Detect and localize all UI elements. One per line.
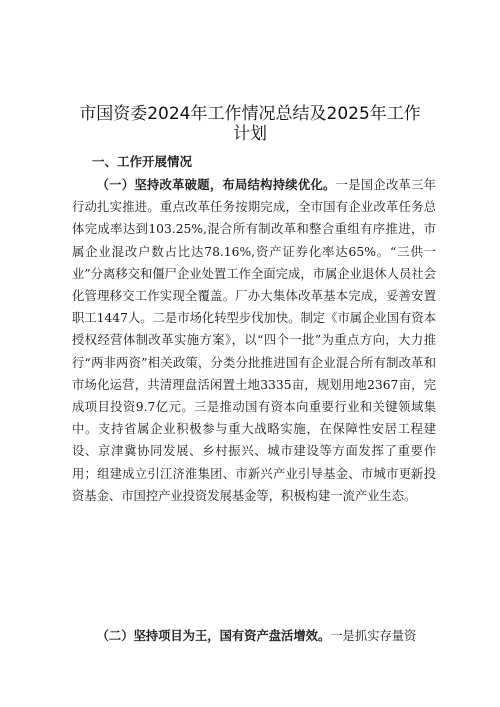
paragraph-body-text: 一是国企改革三年行动扎实推进。重点改革任务按期完成，全市国有企业改革任务总体完成率达到103.25%,混合所有制改革和整合重组有序推进，市属企业混改户数占比达78.16%,资产证券化率达65%。“三供一业”分离移交和僵尸企业处置工作全面完成，市属企业退休人员社会化管理移交工作实现全覆盖。厂办大集体改革基本完成，妥善安置职工1447人。二是市场化转型步伐加快。制定《市属企业国有资本授权经营体制改革实施方案》，以“四个一批”为重点方向，大力推行“两非两资”相关政策，分类分批推进国有企业混合所有制改革和市场化运营，共清理盘活闲置土地3335亩，规划用地2367亩，完成项目投资9.7亿元。三是推动国有资本向重要行业和关键领域集中。支持省属企业积极参与重大战略实施，在保障性安居工程建设、京津冀协同发展、乡村振兴、城市建设等方面发挥了重要作用；组建成立引江济淮集团、市新兴产业引导基金、市城市更新投资基金、市国控产业投资发展基金等，积极构建一流产业生态。: [72, 178, 436, 503]
paragraph-reform: [72, 174, 436, 507]
section-heading: 一、工作开展情况: [92, 154, 193, 169]
paragraph-body-text: 一是抓实存量资: [330, 629, 417, 643]
paragraph-projects: [72, 625, 436, 647]
document-title-line-1: 市国资委2024年工作情况总结及2025年工作: [79, 104, 421, 124]
document-title-line-2: 计划: [233, 124, 267, 144]
paragraph-lead-heading: （一）坚持改革破题，布局结构持续优化。: [96, 178, 336, 192]
paragraph-lead-heading: （二）坚持项目为王，国有资产盘活增效。: [96, 629, 331, 643]
